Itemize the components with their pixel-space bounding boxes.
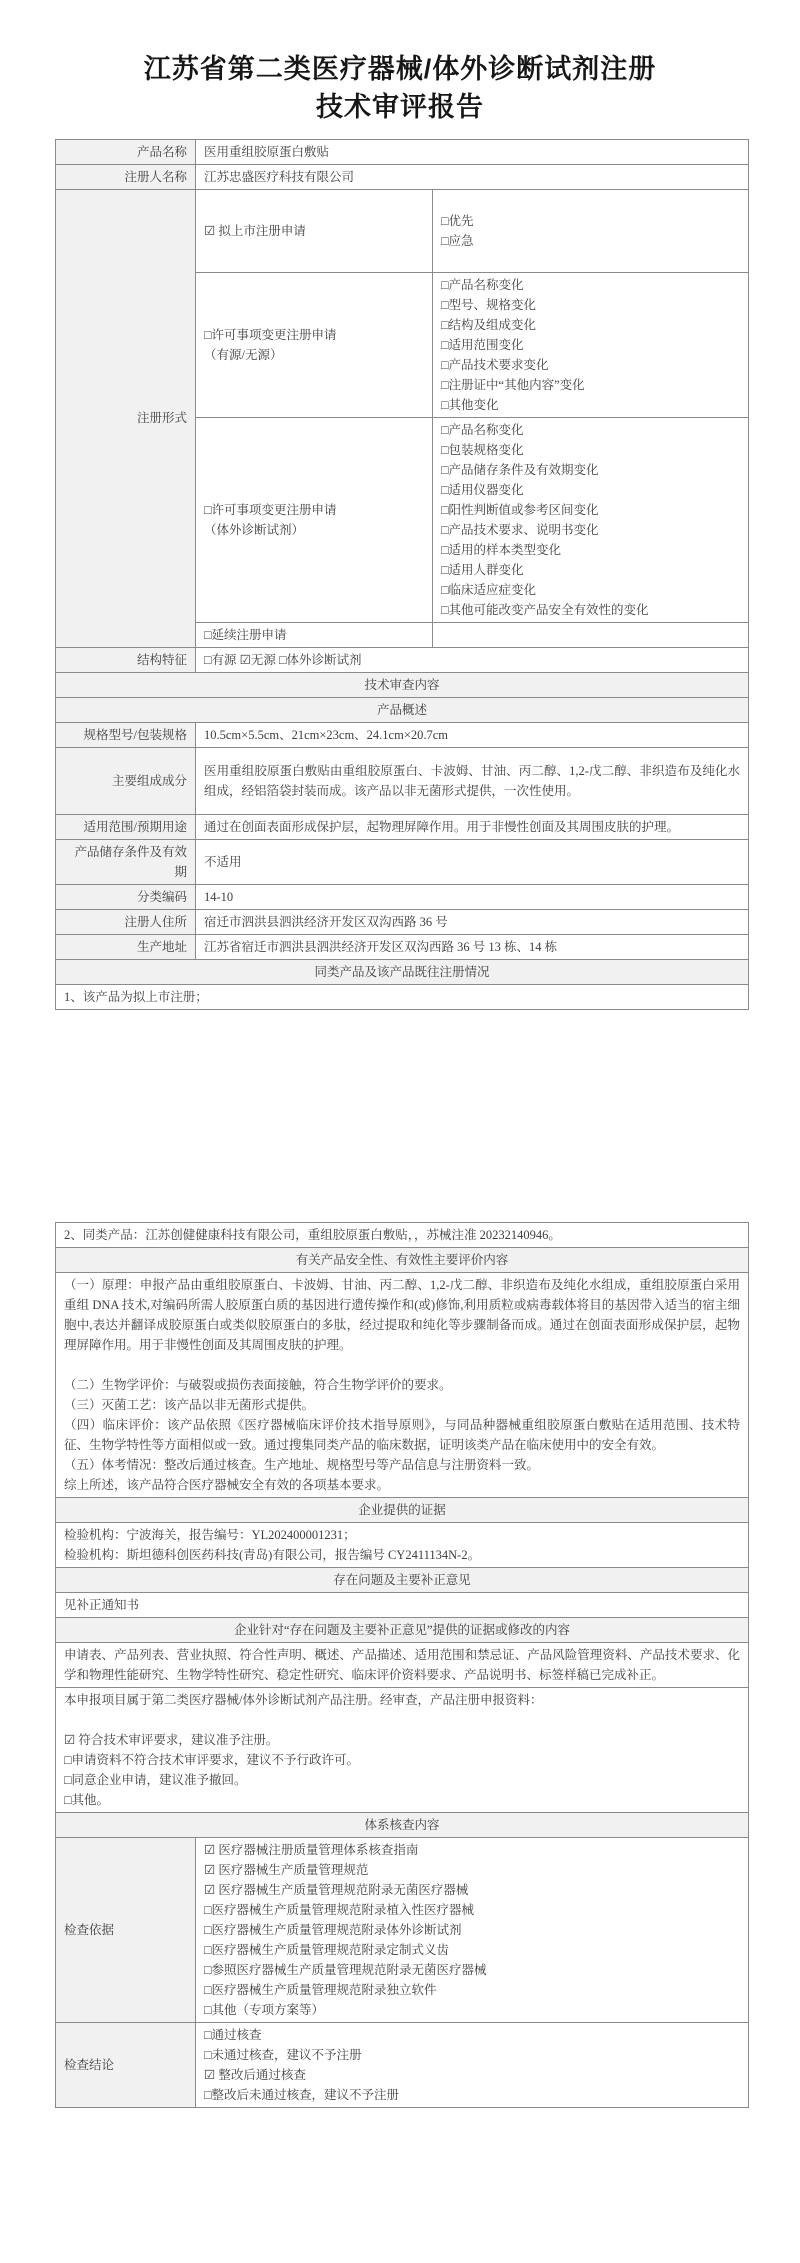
checkbox-item: □适用范围变化 [441,337,524,352]
checkbox-item: □注册证中“其他内容”变化 [441,377,585,392]
scope-value: 通过在创面表面形成保护层，起物理屏障作用。用于非慢性创面及其周围皮肤的护理。 [196,814,749,839]
enterprise-evidence-content [56,1522,749,1567]
table-row [56,984,749,1009]
license-change-line-1: □许可事项变更注册申请 [204,327,337,342]
evidence-line-2: 检验机构：斯坦德科创医药科技(青岛)有限公司，报告编号 CY2411134N-2。 [64,1547,481,1562]
review-conclusion-content [56,1687,749,1812]
review-content-table [55,1222,749,2108]
section-header-product-overview: 产品概述 [56,697,749,722]
safety-evaluation-content [56,1272,749,1497]
checkbox-item-license-change-active-passive [196,272,433,417]
table-row [56,814,749,839]
checkbox-item: □产品名称变化 [441,277,524,292]
spec-value: 10.5cm×5.5cm、21cm×23cm、24.1cm×20.7cm [196,722,749,747]
table-row [56,164,749,189]
evaluation-summary: 综上所述，该产品符合医疗器械安全有效的各项基本要求。 [64,1477,390,1492]
checkbox-item: □型号、规格变化 [441,297,537,312]
inspection-conclusion-content [196,2022,749,2107]
checkbox-item-premarket-application: ☑ 拟上市注册申请 [196,189,433,272]
registration-form-label: 注册形式 [56,189,196,647]
title-line-2: 技术审评报告 [316,92,484,123]
table-row [56,722,749,747]
table-row [56,2022,749,2107]
table-row [56,189,749,272]
checkbox-item: □医疗器械生产质量管理规范附录植入性医疗器械 [204,1902,475,1917]
conclusion-intro: 本申报项目属于第二类医疗器械/体外诊断试剂产品注册。经审查，产品注册申报资料： [64,1692,543,1707]
inspection-basis-content [196,1837,749,2022]
table-row [56,1687,749,1812]
checkbox-item: □产品技术要求、说明书变化 [441,522,599,537]
document-title [0,0,800,127]
production-address-label: 生产地址 [56,934,196,959]
license-change-line-2: （有源/无源） [204,347,283,362]
section-header-system-inspection: 体系核查内容 [56,1812,749,1837]
checkbox-item: □产品储存条件及有效期变化 [441,462,599,477]
registrant-address-label: 注册人住所 [56,909,196,934]
checkbox-item-withdraw: □同意企业申请，建议准予撤回。 [64,1772,247,1787]
license-change-ivd-line-2: （体外诊断试剂） [204,522,305,537]
checkbox-item: □包装规格变化 [441,442,524,457]
checkbox-item-priority: □优先 [441,213,474,228]
checkbox-item: ☑ 医疗器械生产质量管理规范附录无菌医疗器械 [204,1882,469,1897]
evaluation-biology: （二）生物学评价：与破裂或损伤表面接触，符合生物学评价的要求。 [64,1377,452,1392]
product-name-label: 产品名称 [56,139,196,164]
checkbox-item: □未通过核查，建议不予注册 [204,2047,362,2062]
storage-label: 产品储存条件及有效期 [56,839,196,884]
storage-value: 不适用 [196,839,749,884]
table-row [56,1567,749,1592]
checkbox-item: □医疗器械生产质量管理规范附录定制式义齿 [204,1942,450,1957]
registration-info-table [55,139,749,1010]
premarket-options-cell [433,189,749,272]
correction-content: 申请表、产品列表、营业执照、符合性声明、概述、产品描述、适用范围和禁忌证、产品风险管理资料、产品技术要求、化学和物理性能研究、生物学特性研究、稳定性研究、临床评价资料要求、产品说明书、标签样稿已完成补正。 [56,1642,749,1687]
checkbox-item: □适用人群变化 [441,562,524,577]
table-row [56,1522,749,1567]
prior-registration-item-2: 2、同类产品：江苏创健健康科技有限公司，重组胶原蛋白敷贴，，苏械注准 20232140946。 [56,1222,749,1247]
empty-cell [433,622,749,647]
checkbox-item: □通过核查 [204,2027,262,2042]
checkbox-item-other: □其他。 [64,1792,110,1807]
evaluation-sterilization: （三）灭菌工艺：该产品以非无菌形式提供。 [64,1397,315,1412]
checkbox-item: □医疗器械生产质量管理规范附录独立软件 [204,1982,437,1997]
checkbox-item: □适用仪器变化 [441,482,524,497]
composition-label: 主要组成成分 [56,747,196,814]
structure-feature-label: 结构特征 [56,647,196,672]
class-code-value: 14-10 [196,884,749,909]
checkbox-item-approve-registration: ☑ 符合技术审评要求，建议准予注册。 [64,1732,279,1747]
section-header-correction: 企业针对“存在问题及主要补正意见”提供的证据或修改的内容 [56,1617,749,1642]
scope-label: 适用范围/预期用途 [56,814,196,839]
evaluation-system-check: （五）体考情况：整改后通过核查。生产地址、规格型号等产品信息与注册资料一致。 [64,1457,540,1472]
table-row [56,884,749,909]
table-row [56,139,749,164]
registrant-address-value: 宿迁市泗洪县泗洪经济开发区双沟西路 36 号 [196,909,749,934]
table-row [56,1222,749,1247]
checkbox-item: □医疗器械生产质量管理规范附录体外诊断试剂 [204,1922,462,1937]
checkbox-item-emergency: □应急 [441,233,474,248]
checkbox-item-renewal-application: □延续注册申请 [196,622,433,647]
checkbox-item: □产品技术要求变化 [441,357,549,372]
table-row [56,1497,749,1522]
table-row [56,747,749,814]
checkbox-item: □阳性判断值或参考区间变化 [441,502,599,517]
section-header-issues: 存在问题及主要补正意见 [56,1567,749,1592]
evidence-line-1: 检验机构：宁波海关，报告编号：YL202400001231； [64,1527,356,1542]
production-address-value: 江苏省宿迁市泗洪县泗洪经济开发区双沟西路 36 号 13 栋、14 栋 [196,934,749,959]
checkbox-item: □参照医疗器械生产质量管理规范附录无菌医疗器械 [204,1962,487,1977]
inspection-conclusion-label: 检查结论 [56,2022,196,2107]
checkbox-item: ☑ 医疗器械注册质量管理体系核查指南 [204,1842,419,1857]
class-code-label: 分类编码 [56,884,196,909]
section-header-prior-registration: 同类产品及该产品既往注册情况 [56,959,749,984]
inspection-basis-label: 检查依据 [56,1837,196,2022]
table-row [56,1812,749,1837]
checkbox-item: □整改后未通过核查，建议不予注册 [204,2087,400,2102]
product-name-value: 医用重组胶原蛋白敷贴 [196,139,749,164]
spec-label: 规格型号/包装规格 [56,722,196,747]
table-row [56,1837,749,2022]
checkbox-item: □结构及组成变化 [441,317,537,332]
checkbox-item: □适用的样本类型变化 [441,542,562,557]
checkbox-item: ☑ 整改后通过核查 [204,2067,306,2082]
checkbox-item: □其他可能改变产品安全有效性的变化 [441,602,649,617]
evaluation-clinical: （四）临床评价：该产品依照《医疗器械临床评价技术指导原则》，与同品种器械重组胶原蛋白敷贴在适用范围、技术特征、生物学特性等方面相似或一致。通过搜集同类产品的临床数据，证明该类产品在临床使用中的安全有效。 [64,1417,741,1452]
table-row [56,697,749,722]
table-row [56,959,749,984]
table-row [56,1272,749,1497]
checkbox-item-reject-registration: □申请资料不符合技术审评要求，建议不予行政许可。 [64,1752,360,1767]
checkbox-item: □其他变化 [441,397,499,412]
table-row [56,1642,749,1687]
section-header-safety-evaluation: 有关产品安全性、有效性主要评价内容 [56,1247,749,1272]
evaluation-principle: （一）原理：申报产品由重组胶原蛋白、卡波姆、甘油、丙二醇、1,2-戊二醇、非织造布及纯化水组成，重组胶原蛋白采用重组 DNA 技术,对编码所需人胶原蛋白质的基因进行遗传操作和(或)修饰,利用质粒或病毒载体将目的基因带入适当的宿主细胞中,表达并翻译成胶原蛋白或类似胶原蛋白的多肽，经过提取和纯化等步骤制备而成。通过在创面表面形成保护层，起物理屏障作用。用于非慢性创面及其周围皮肤的护理。 [64,1277,741,1352]
table-row [56,839,749,884]
page-break-gap [0,1010,800,1210]
table-row [56,672,749,697]
table-row [56,909,749,934]
title-line-1: 江苏省第二类医疗器械/体外诊断试剂注册 [143,54,657,84]
table-row [56,1592,749,1617]
prior-registration-item-1: 1、该产品为拟上市注册； [56,984,749,1009]
registrant-name-label: 注册人名称 [56,164,196,189]
section-header-tech-review: 技术审查内容 [56,672,749,697]
registrant-name-value: 江苏忠盛医疗科技有限公司 [196,164,749,189]
structure-feature-value: □有源 ☑无源 □体外诊断试剂 [196,647,749,672]
blank-line [64,1710,740,1730]
table-row [56,1247,749,1272]
blank-line [64,1355,740,1375]
checkbox-item: □临床适应症变化 [441,582,537,597]
section-header-enterprise-evidence: 企业提供的证据 [56,1497,749,1522]
license-change-ivd-options-cell [433,417,749,622]
license-change-options-cell [433,272,749,417]
checkbox-item: ☑ 医疗器械生产质量管理规范 [204,1862,369,1877]
table-row [56,647,749,672]
license-change-ivd-line-1: □许可事项变更注册申请 [204,502,337,517]
checkbox-item-license-change-ivd [196,417,433,622]
issues-content: 见补正通知书 [56,1592,749,1617]
checkbox-item: □其他（专项方案等） [204,2002,325,2017]
composition-value: 医用重组胶原蛋白敷贴由重组胶原蛋白、卡波姆、甘油、丙二醇、1,2-戊二醇、非织造布及纯化水组成，经铝箔袋封装而成。该产品以非无菌形式提供，一次性使用。 [196,747,749,814]
checkbox-item: □产品名称变化 [441,422,524,437]
table-row [56,1617,749,1642]
table-row [56,934,749,959]
